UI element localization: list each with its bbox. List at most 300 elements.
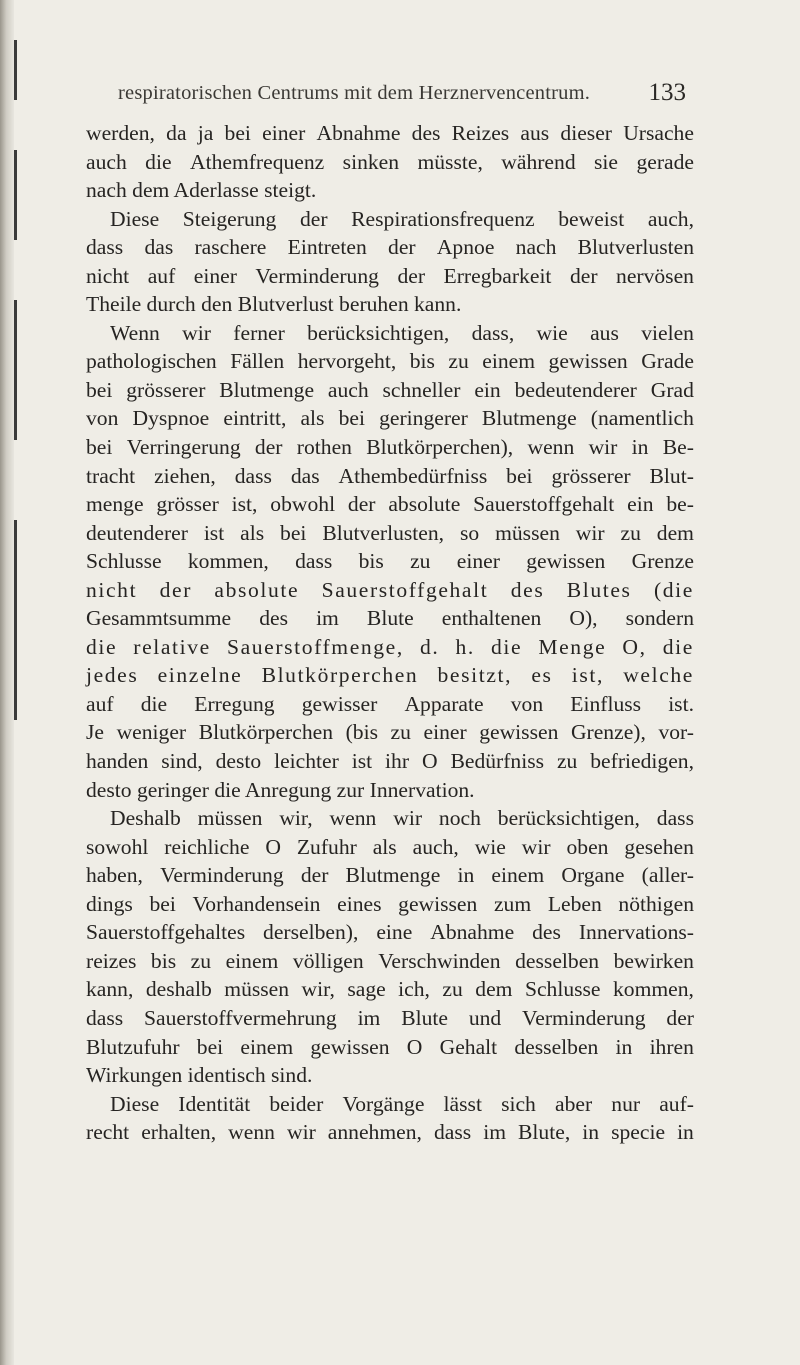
word: wenn: [527, 435, 575, 460]
word: dieser: [560, 121, 612, 145]
word: gewissen: [398, 891, 478, 916]
word: ist,: [571, 663, 604, 688]
word: absolute: [388, 492, 461, 517]
word: Eintreten: [287, 235, 367, 260]
word: bei: [196, 1034, 224, 1059]
word: eintritt,: [223, 406, 287, 431]
word: in: [582, 1120, 600, 1145]
word: in: [615, 1034, 633, 1059]
binding-shadow: [14, 300, 17, 440]
word: Verringerung: [126, 435, 241, 460]
word: Blut-: [649, 463, 694, 488]
word: desselben: [514, 1034, 599, 1059]
word: Blutkörperchen: [198, 720, 334, 745]
word: ihr: [385, 749, 410, 774]
word: Grenze),: [570, 720, 646, 745]
text-line: [86, 404, 694, 433]
text-line: [86, 947, 694, 976]
word: besitzt,: [437, 663, 513, 688]
word: so: [459, 520, 480, 545]
word: sondern: [625, 606, 694, 631]
word: der: [300, 863, 329, 888]
word: oben: [566, 834, 609, 859]
word: zu: [448, 349, 469, 374]
word: Leben: [547, 891, 602, 916]
text-line: [86, 1033, 694, 1062]
text-line: [86, 319, 694, 348]
word: dass,: [471, 320, 515, 345]
word: einer: [456, 549, 500, 574]
word: bei: [86, 435, 113, 460]
page-header: [118, 79, 686, 112]
word: in: [457, 863, 475, 888]
word: Blutmenge: [481, 406, 577, 431]
word: noch: [438, 806, 481, 831]
text-line: [86, 975, 694, 1004]
word: Vorgänge: [342, 1091, 425, 1116]
word: sie: [594, 149, 619, 174]
word: annehmen,: [327, 1120, 422, 1145]
word: der: [254, 435, 283, 460]
text-line: [86, 890, 694, 919]
word: nicht: [86, 263, 130, 288]
word: befriedigen,: [590, 749, 694, 774]
word: be-: [666, 492, 694, 517]
word: einer: [423, 720, 467, 745]
word: in: [631, 435, 649, 460]
word: wie: [536, 320, 568, 345]
word: ich,: [398, 977, 430, 1002]
word: des: [259, 606, 288, 631]
word: haben,: [86, 863, 143, 888]
word: Erregbarkeit: [443, 263, 552, 288]
text-line: [86, 918, 694, 947]
word: (die: [653, 577, 694, 602]
word: einzelne: [157, 663, 243, 688]
word: kommen,: [187, 549, 269, 574]
word: Blute,: [518, 1120, 571, 1145]
word: gewissen: [526, 549, 606, 574]
text-line: [86, 1004, 694, 1033]
word: dass: [295, 549, 333, 574]
word: geringerer: [379, 406, 468, 431]
word: (bis: [345, 720, 378, 745]
word: auch: [86, 149, 127, 174]
word: obwohl: [270, 492, 336, 517]
text-line: [86, 519, 694, 548]
word: Athemfrequenz: [189, 149, 325, 174]
body-text: [86, 119, 694, 1147]
word: während: [501, 149, 576, 174]
text-line: nach dem Aderlasse steigt.: [86, 178, 317, 203]
word: Dyspnoe: [132, 406, 210, 431]
running-head: respiratorischen Centrums mit dem Herznervencentrum.: [118, 82, 591, 104]
word: müssen: [495, 520, 560, 545]
word: gesehen: [624, 834, 694, 859]
text-line: desto geringer die Anregung zur Innervation.: [86, 777, 475, 802]
word: kann,: [86, 977, 134, 1002]
word: Ursache: [623, 121, 694, 145]
word: ja: [197, 121, 214, 145]
word: dass: [86, 1005, 124, 1030]
text-line: [86, 747, 694, 776]
text-line: [86, 661, 694, 690]
word: wir: [588, 435, 618, 460]
word: ist: [351, 749, 373, 774]
word: nicht: [86, 577, 138, 602]
word: im: [357, 1005, 381, 1030]
word: Gehalt: [439, 1034, 498, 1059]
word: Schlusse: [86, 549, 162, 574]
word: Deshalb: [110, 806, 181, 831]
word: dass: [656, 806, 694, 831]
word: dass: [433, 1120, 472, 1145]
word: Blutkörperchen),: [366, 435, 514, 460]
word: Grad: [650, 377, 694, 402]
word: ist: [203, 520, 225, 545]
word: einer: [262, 121, 306, 145]
word: dem: [475, 977, 513, 1002]
word: zu: [390, 720, 411, 745]
word: zum: [493, 891, 532, 916]
word: nur: [611, 1091, 641, 1116]
word: von: [86, 406, 119, 431]
word: beweist: [558, 206, 625, 231]
text-line: Theile durch den Blutverlust beruhen kann.: [86, 292, 462, 317]
word: berücksichtigen,: [307, 320, 450, 345]
word: grösser: [156, 492, 219, 517]
word: enthaltenen: [441, 606, 542, 631]
text-line: [86, 490, 694, 519]
word: es: [531, 663, 553, 688]
word: O),: [569, 606, 598, 631]
text-line: [86, 119, 694, 148]
word: wir,: [301, 977, 335, 1002]
word: zu: [442, 977, 463, 1002]
word: Diese: [110, 206, 160, 231]
word: Wenn: [110, 320, 160, 345]
word: Sauerstoffvermehrung: [144, 1005, 337, 1030]
word: nach: [515, 235, 557, 260]
word: dass: [86, 235, 124, 260]
word: auch,: [647, 206, 694, 231]
word: Vorhandensein: [192, 891, 321, 916]
word: sich: [501, 1091, 536, 1116]
word: der: [569, 263, 598, 288]
word: die: [662, 634, 694, 659]
word: Grenze: [631, 549, 694, 574]
word: erhalten,: [141, 1120, 217, 1145]
word: Blutmenge: [345, 863, 441, 888]
word: relative: [133, 634, 211, 659]
binding-shadow: [14, 520, 17, 720]
word: sage: [347, 977, 386, 1002]
word: Je: [86, 720, 104, 745]
word: einem: [491, 863, 545, 888]
word: wir: [182, 320, 211, 345]
word: müsste,: [417, 149, 483, 174]
word: wir: [393, 806, 423, 831]
word: zu: [410, 549, 431, 574]
page-number: 133: [648, 79, 686, 106]
word: menge: [86, 492, 144, 517]
word: auf-: [659, 1091, 694, 1116]
text-line: [86, 861, 694, 890]
word: O: [265, 834, 281, 859]
word: Verminderung: [160, 863, 284, 888]
word: hervorgeht,: [297, 349, 397, 374]
word: als: [300, 406, 325, 431]
word: Zufuhr: [296, 834, 357, 859]
word: die: [491, 634, 523, 659]
word: völligen: [292, 948, 364, 973]
text-line: [86, 547, 694, 576]
word: der: [666, 1005, 694, 1030]
word: Verminderung: [255, 263, 379, 288]
word: auf: [147, 263, 176, 288]
text-line: [86, 433, 694, 462]
word: im: [316, 606, 339, 631]
word: derselben),: [263, 920, 359, 945]
word: Einfluss: [570, 691, 642, 716]
word: Verschwinden: [378, 948, 501, 973]
word: weniger: [116, 720, 187, 745]
text-line: [86, 576, 694, 605]
word: (namentlich: [590, 406, 694, 431]
text-line: [86, 833, 694, 862]
text-line: [86, 233, 694, 262]
word: einer: [193, 263, 237, 288]
text-line: [86, 1118, 694, 1147]
word: Erregung: [194, 691, 275, 716]
text-line: [86, 718, 694, 747]
word: Gesammtsumme: [86, 606, 232, 631]
word: ein: [474, 377, 501, 402]
word: des: [532, 920, 561, 945]
word: ihren: [649, 1034, 694, 1059]
text-line: [86, 1090, 694, 1119]
word: pathologischen: [86, 349, 217, 374]
word: das: [144, 235, 174, 260]
word: Diese: [110, 1091, 160, 1116]
word: wir: [521, 834, 551, 859]
word: in: [677, 1120, 694, 1145]
word: vielen: [641, 320, 694, 345]
word: Bedürfniss: [450, 749, 545, 774]
text-line: [86, 690, 694, 719]
word: Be-: [662, 435, 694, 460]
word: gerade: [636, 149, 694, 174]
word: Blutkörperchen: [261, 663, 419, 688]
word: die: [140, 691, 168, 716]
word: Respirationsfrequenz: [351, 206, 535, 231]
word: d.: [419, 634, 440, 659]
word: O: [421, 749, 438, 774]
word: der: [397, 263, 426, 288]
word: aber: [554, 1091, 593, 1116]
word: Blute: [366, 606, 414, 631]
word: der: [388, 235, 416, 260]
word: beider: [269, 1091, 324, 1116]
word: h.: [455, 634, 475, 659]
word: leichter: [274, 749, 339, 774]
word: ist,: [231, 492, 258, 517]
word: auf: [86, 691, 114, 716]
word: bei: [149, 891, 176, 916]
word: Sauerstoffmenge,: [226, 634, 404, 659]
text-line: [86, 633, 694, 662]
text-line: [86, 376, 694, 405]
word: bis: [150, 948, 177, 973]
word: die: [86, 634, 118, 659]
word: reichliche: [164, 834, 250, 859]
word: Blutes: [566, 577, 632, 602]
text-line: [86, 462, 694, 491]
word: müssen: [224, 977, 290, 1002]
word: ferner: [233, 320, 285, 345]
word: desselben: [515, 948, 600, 973]
word: gewissen: [548, 349, 628, 374]
word: (aller-: [641, 863, 694, 888]
word: wir: [286, 1120, 316, 1145]
word: reizes: [86, 948, 137, 973]
text-line: [86, 604, 694, 633]
word: Abnahme: [316, 121, 401, 145]
word: Blutmenge: [219, 377, 315, 402]
word: wir,: [279, 806, 313, 831]
word: bewirken: [613, 948, 694, 973]
word: Schlusse: [524, 977, 601, 1002]
word: bei: [338, 406, 365, 431]
word: der: [159, 577, 192, 602]
word: raschere: [194, 235, 267, 260]
text-line: Wirkungen identisch sind.: [86, 1063, 313, 1088]
word: gewisser: [301, 691, 378, 716]
word: wir: [575, 520, 605, 545]
word: gewissen: [479, 720, 559, 745]
binding-shadow: [14, 40, 17, 100]
word: grösserer: [126, 377, 206, 402]
word: dass: [234, 463, 272, 488]
word: bis: [409, 349, 435, 374]
word: ein: [627, 492, 654, 517]
word: das: [290, 463, 320, 488]
word: Apnoe: [436, 235, 495, 260]
word: Apparate: [404, 691, 484, 716]
word: Verminderung: [522, 1005, 646, 1030]
word: der: [347, 492, 376, 517]
word: Organe: [561, 863, 625, 888]
word: schneller: [382, 377, 461, 402]
word: aus: [520, 121, 550, 145]
word: und: [468, 1005, 502, 1030]
word: grösserer: [551, 463, 631, 488]
word: ziehen,: [154, 463, 216, 488]
word: nervösen: [616, 263, 694, 288]
word: Reizes: [451, 121, 510, 145]
word: Steigerung: [182, 206, 277, 231]
page-binding-edge: [0, 0, 14, 1365]
word: Blute: [401, 1005, 448, 1030]
word: sinken: [342, 149, 400, 174]
word: sowohl: [86, 834, 149, 859]
word: der: [299, 206, 328, 231]
word: specie: [611, 1120, 666, 1145]
word: wie: [474, 834, 506, 859]
word: desto: [215, 749, 262, 774]
word: Abnahme: [430, 920, 515, 945]
word: vor-: [658, 720, 694, 745]
word: Menge: [538, 634, 607, 659]
word: werden,: [86, 121, 155, 145]
word: des: [411, 121, 441, 145]
word: Identität: [178, 1091, 251, 1116]
word: einem: [240, 1034, 294, 1059]
word: bedeutenderer: [514, 377, 637, 402]
word: kommen,: [612, 977, 694, 1002]
text-line: [86, 262, 694, 291]
word: O,: [622, 634, 647, 659]
word: Grade: [641, 349, 694, 374]
word: da: [166, 121, 187, 145]
word: auch: [327, 377, 369, 402]
word: bis: [358, 549, 384, 574]
word: einem: [225, 948, 279, 973]
word: aus: [590, 320, 619, 345]
word: lässt: [443, 1091, 482, 1116]
word: die: [145, 149, 172, 174]
word: des: [510, 577, 545, 602]
word: gewissen: [310, 1034, 390, 1059]
word: dings: [86, 891, 133, 916]
word: berücksichtigen,: [497, 806, 640, 831]
word: von: [510, 691, 544, 716]
word: wenn: [329, 806, 377, 831]
word: zu: [620, 520, 641, 545]
word: bei: [280, 520, 307, 545]
word: zu: [190, 948, 212, 973]
word: sind,: [161, 749, 203, 774]
word: recht: [86, 1120, 130, 1145]
word: O: [406, 1034, 423, 1059]
word: deshalb: [145, 977, 212, 1002]
word: deutenderer: [86, 520, 188, 545]
text-line: [86, 804, 694, 833]
word: absolute: [214, 577, 300, 602]
word: als: [372, 834, 397, 859]
word: Innervations-: [578, 920, 694, 945]
binding-shadow: [14, 150, 17, 240]
word: Blutzufuhr: [86, 1034, 180, 1059]
word: Blutverlusten: [577, 235, 694, 260]
word: einem: [482, 349, 536, 374]
word: rothen: [296, 435, 352, 460]
word: Athembedürfniss: [338, 463, 488, 488]
word: welche: [623, 663, 694, 688]
word: dem: [656, 520, 694, 545]
text-line: [86, 347, 694, 376]
word: bei: [86, 377, 113, 402]
word: nöthigen: [618, 891, 694, 916]
word: als: [240, 520, 265, 545]
word: Sauerstoffgehalt: [321, 577, 489, 602]
word: tracht: [86, 463, 136, 488]
word: ist.: [668, 691, 694, 716]
word: Sauerstoffgehalt: [473, 492, 615, 517]
word: wenn: [228, 1120, 275, 1145]
word: bei: [506, 463, 533, 488]
word: Sauerstoffgehaltes: [86, 920, 246, 945]
